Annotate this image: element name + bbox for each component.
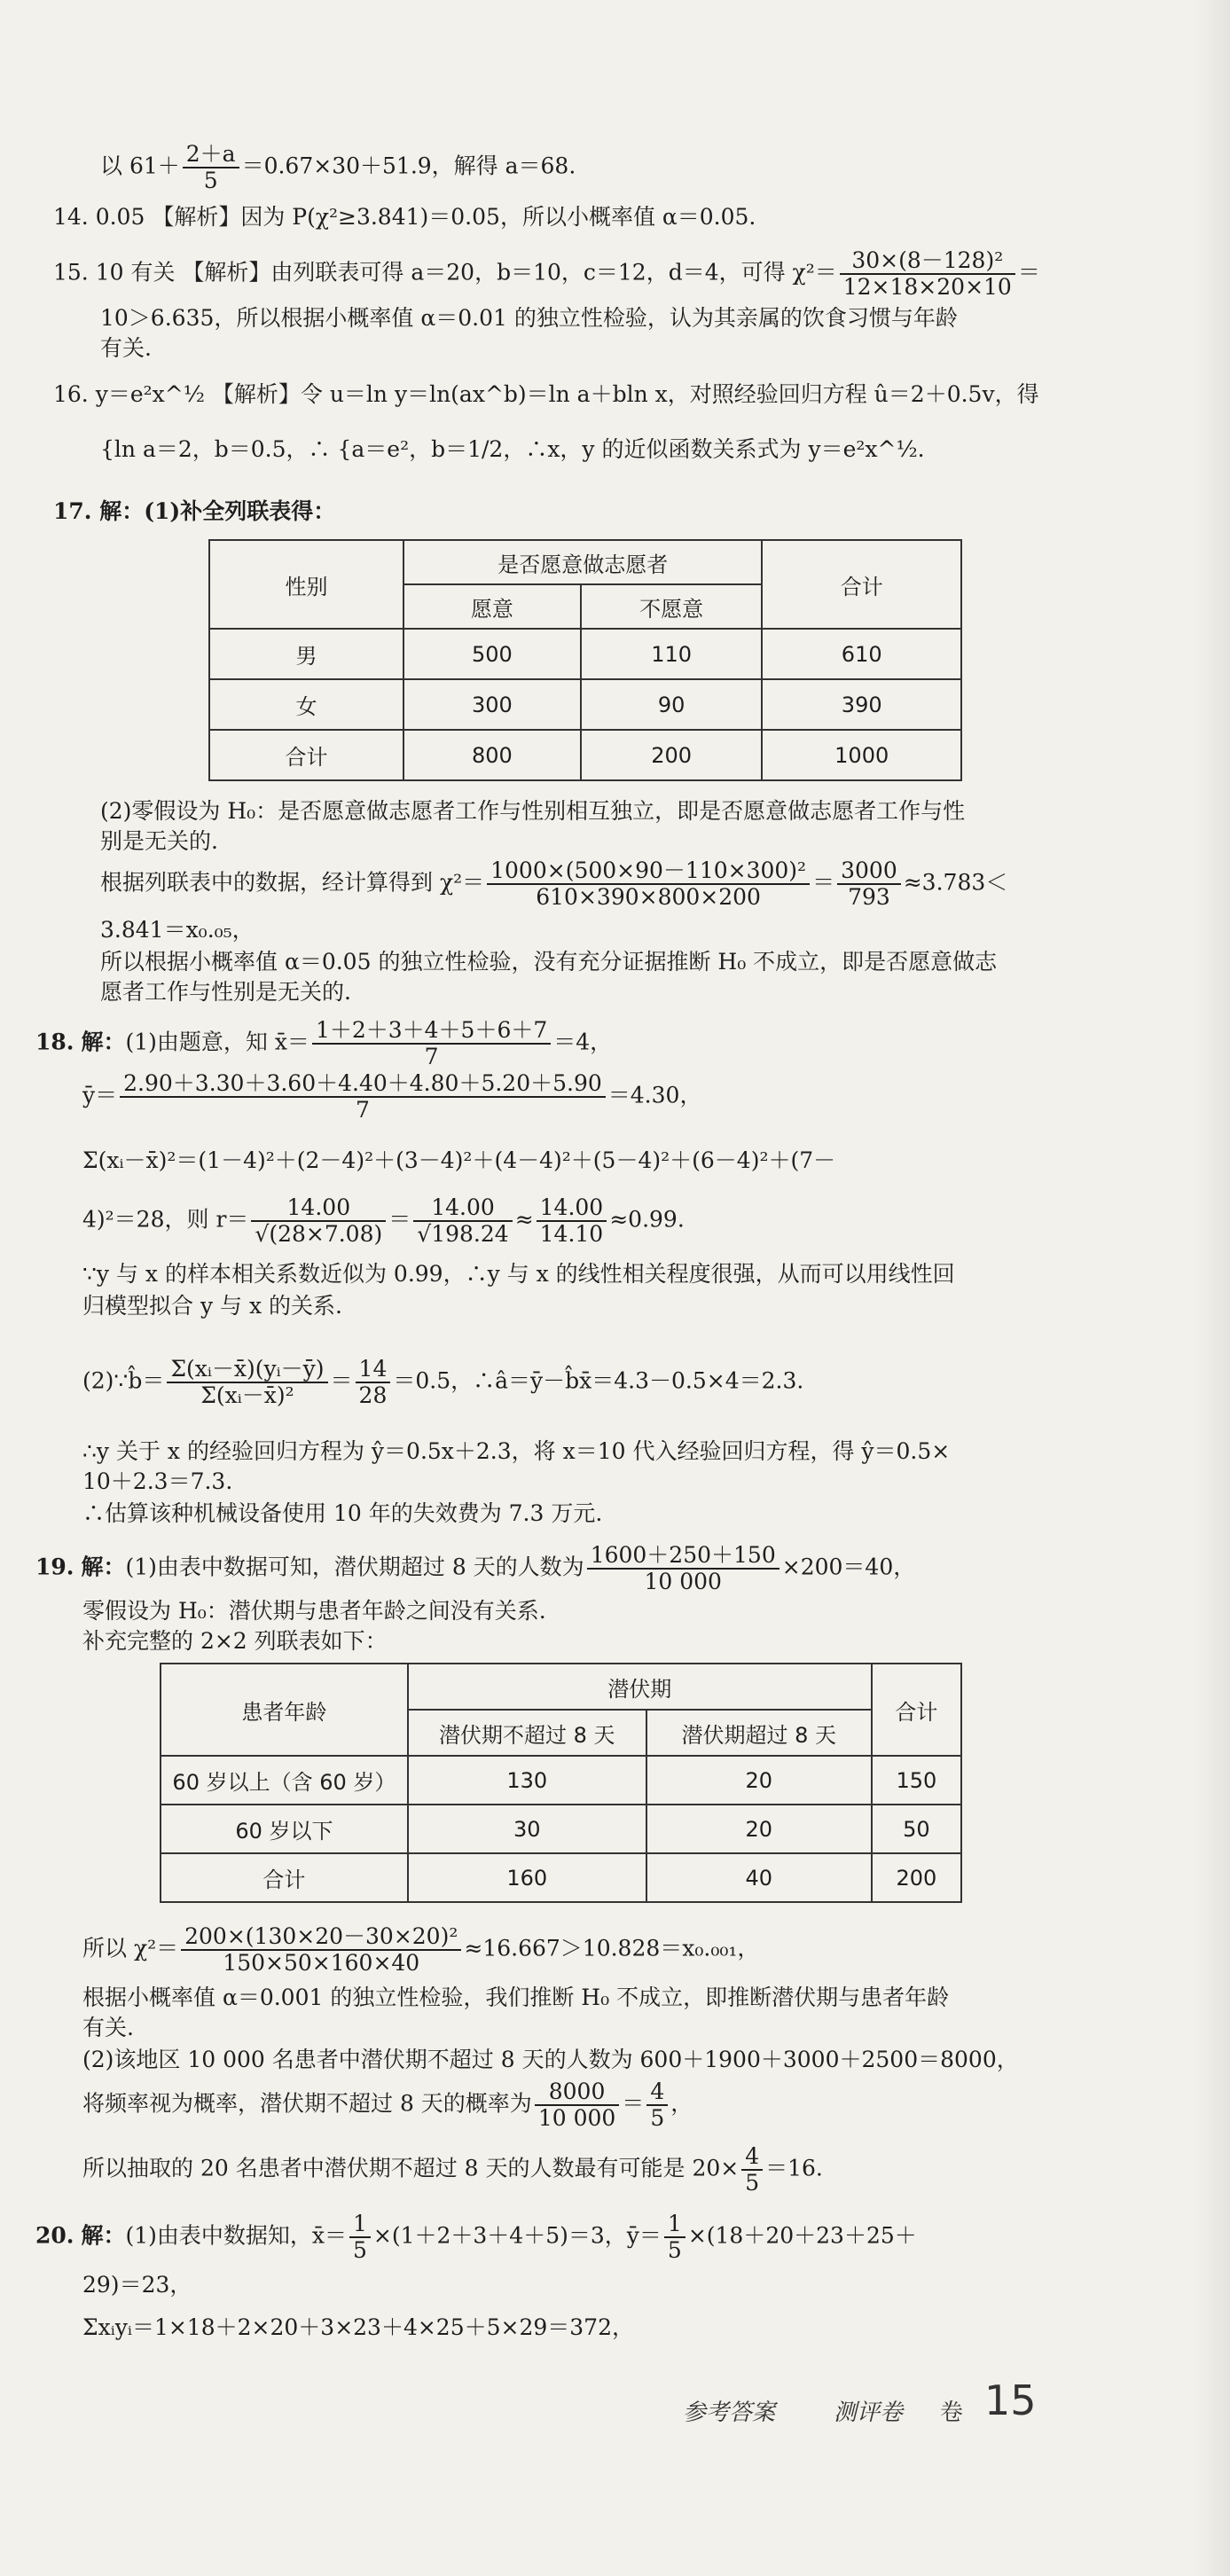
line-18-ybar: ȳ＝ $\frac{2.90+3.30+3.60+4.40+4.80+5.20+5.90}{7}$ ＝4.30， [82,1070,702,1123]
t17-h-total: 合计 [762,540,961,629]
line-19-d: 根据小概率值 α＝0.001 的独立性检验，我们推断 H₀ 不成立，即推断潜伏期与患者年龄 [82,1985,950,2010]
line-17: 17. 解：(1)补全列联表得： [53,498,336,524]
t19-h-le8: 潜伏期不超过 8 天 [408,1710,646,1756]
line-17-2a: (2)零假设为 H₀：是否愿意做志愿者工作与性别相互独立，即是否愿意做志愿者工作与性 [100,798,966,824]
line-17-chi: 根据列联表中的数据，经计算得到 χ²＝ $\frac{\text{1000×(500×90－110×300)²}}{610\times 390\times 800\times 200}$ ＝ $\frac{3000}{793}$ ≈3.783＜ [100,857,1008,910]
table-row: 合计 800 200 1000 [209,730,961,780]
line-15: 15. 10 有关 【解析】由列联表可得 a＝20，b＝10，c＝12，d＝4，可得 χ²＝ $\frac{\text{30×(8－128)²}}{12\times 18\times 20\times 10}$ ＝ [53,247,1040,300]
footer-volume-label: 卷 [940,2400,964,2426]
table-row: 合计 160 40 200 [161,1853,961,1902]
line-20-c: Σxᵢyᵢ＝1×18＋2×20＋3×23＋4×25＋5×29＝372， [82,2314,634,2340]
footer-test-label: 测评卷 [834,2400,904,2426]
line-17-concl-a: 所以根据小概率值 α＝0.05 的独立性检验，没有充分证据推断 H₀ 不成立，即是否愿意做志 [100,949,998,975]
line-19-b: 零假设为 H₀：潜伏期与患者年龄之间没有关系. [82,1598,546,1624]
line-19-h: 所以抽取的 20 名患者中潜伏期不超过 8 天的人数最有可能是 20× $\frac{4}{5}$ ＝16. [82,2143,823,2196]
contingency-table-19 [160,1663,962,1903]
line-18-g: ∴估算该种机械设备使用 10 年的失效费为 7.3 万元. [82,1500,603,1526]
line-19: 19. 解：(1)由表中数据可知，潜伏期超过 8 天的人数为 $\frac{1600+250+150}{10 000}$ ×200＝40， [35,1542,916,1594]
table-row: 60 岁以下 30 20 50 [161,1805,961,1853]
page-number: 15 [984,2376,1037,2424]
line-18-c: ∵y 与 x 的样本相关系数近似为 0.99，∴y 与 x 的线性相关程度很强，从而可以用线性回 [82,1261,955,1287]
table-row: 女 300 90 390 [209,679,961,730]
line-14: 14. 0.05 【解析】因为 P(χ²≥3.841)＝0.05，所以小概率值 α＝0.05. [53,204,756,230]
line-20: 20. 解：(1)由表中数据知，x̄＝ $\frac{1}{5}$ ×(1＋2＋3＋4＋5)＝3，ȳ＝ $\frac{1}{5}$ ×(18＋20＋23＋25＋ [35,2211,917,2263]
line-18-f: 10＋2.3＝7.3. [82,1468,233,1494]
t19-h-total: 合计 [872,1664,961,1756]
line-19-e: 有关. [82,2015,134,2040]
scan-edge-shadow [1195,0,1230,2576]
t17-h-yes: 愿意 [403,584,581,629]
line-17-chi-b: 3.841＝x₀.₀₅， [100,917,255,943]
line-19-f: (2)该地区 10 000 名患者中潜伏期不超过 8 天的人数为 600＋1900＋3000＋2500＝8000， [82,2047,1019,2072]
t17-h-willing: 是否愿意做志愿者 [403,540,762,584]
t19-h-period: 潜伏期 [408,1664,872,1710]
line-16: 16. y＝e²x^½ 【解析】令 u＝ln y＝ln(ax^b)＝ln a＋bln x，对照经验回归方程 û＝2＋0.5v，得 [53,381,1039,407]
table-row: 男 500 110 610 [209,629,961,679]
line-15-b: 10＞6.635，所以根据小概率值 α＝0.01 的独立性检验，认为其亲属的饮食习惯与年龄 [100,305,958,331]
contingency-table-17 [208,539,962,781]
t19-h-gt8: 潜伏期超过 8 天 [646,1710,872,1756]
line-18-b: (2)∵b̂＝ $\frac{\text{Σ(xᵢ－x̄)(yᵢ－ȳ)}}{\text{Σ(xᵢ－x̄)²}}$ ＝ $\frac{14}{28}$ ＝0.5，∴â＝ȳ－b̂x̄＝4.3－0.5×4＝2.3. [82,1356,804,1408]
t17-h-gender: 性别 [209,540,403,629]
line-19-g: 将频率视为概率，潜伏期不超过 8 天的概率为 $\frac{8000}{10 000}$ ＝ $\frac{4}{5}$ ， [82,2079,693,2131]
line-18-e: ∴y 关于 x 的经验回归方程为 ŷ＝0.5x＋2.3，将 x＝10 代入经验回归方程，得 ŷ＝0.5× [82,1438,951,1464]
line-17-2b: 别是无关的. [100,828,218,854]
t19-h-age: 患者年龄 [161,1664,408,1756]
line-18: 18. 解：(1)由题意，知 x̄＝ $\frac{1+2+3+4+5+6+7}{7}$ ＝4， [35,1017,613,1069]
line-19-c: 补充完整的 2×2 列联表如下： [82,1628,388,1654]
line-15-c: 有关. [100,335,152,361]
line-17-concl-b: 愿者工作与性别是无关的. [100,979,351,1005]
line-20-b: 29)＝23， [82,2272,192,2298]
line-19-chi: 所以 χ²＝ $\frac{\text{200×(130×20－30×20)²}}{150\times 50\times 160\times 40}$ ≈16.667＞10.828＝x₀.₀₀₁， [82,1923,760,1976]
line-18-d: 归模型拟合 y 与 x 的关系. [82,1293,342,1319]
footer-answer-label: 参考答案 [683,2400,776,2426]
line-18-r: 4)²＝28，则 r＝ $\frac{14.00}{√(28\times 7.08)}$ ＝ $\frac{14.00}{√198.24}$ ≈ $\frac{14.00}{14.10}$ ≈0.99. [82,1194,685,1247]
line-16-b: {ln a＝2，b＝0.5，∴ {a＝e²，b＝1/2，∴x，y 的近似函数关系式为 y＝e²x^½. [100,436,925,462]
line-18-sum: Σ(xᵢ－x̄)²＝(1－4)²＋(2－4)²＋(3－4)²＋(4－4)²＋(5－4)²＋(6－4)²＋(7－ [82,1147,836,1173]
table-row: 60 岁以上（含 60 岁） 130 20 150 [161,1756,961,1805]
line-13-cont: 以 61＋ $\frac{2+a}{5}$ ＝0.67×30＋51.9，解得 a＝68. [100,141,576,193]
t17-h-no: 不愿意 [581,584,763,629]
